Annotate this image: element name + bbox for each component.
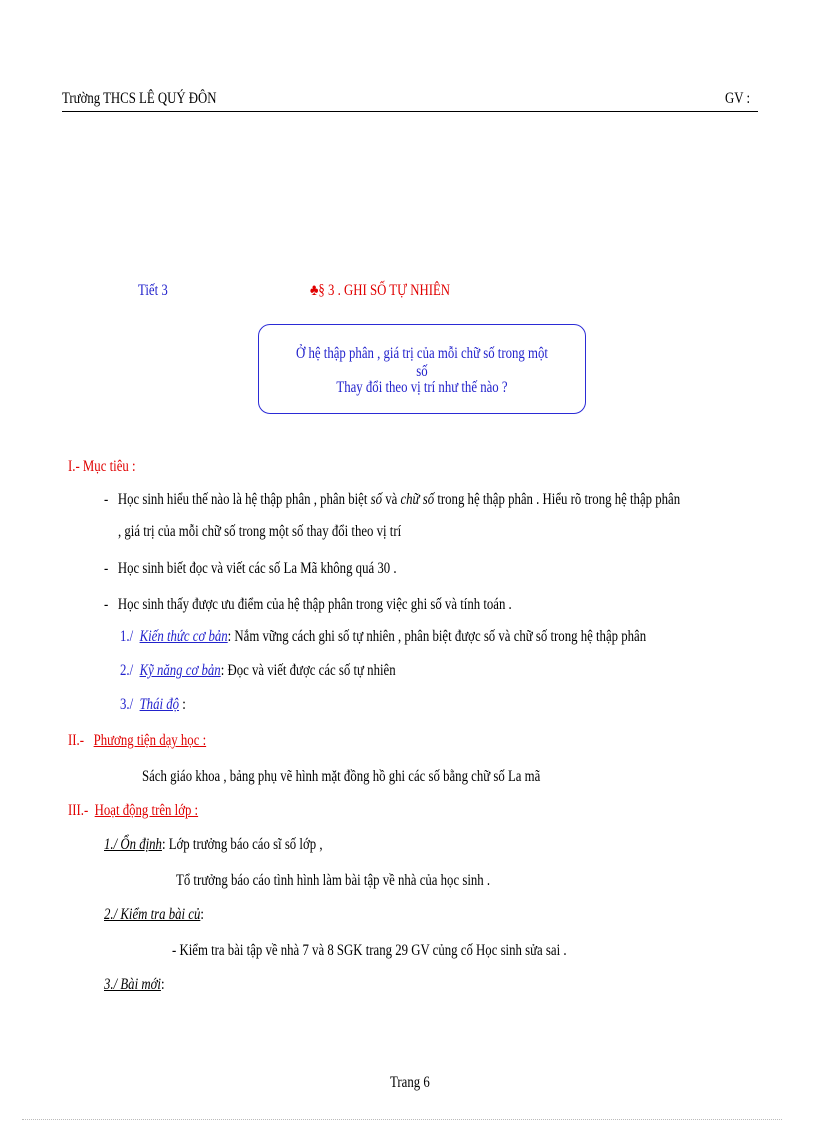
lesson-title-text: § 3 . GHI SỐ TỰ NHIÊN xyxy=(318,282,451,299)
bullet-dot: - xyxy=(104,560,109,577)
bullet-dot: - xyxy=(104,491,109,508)
step-3: 3./ Bài mới: xyxy=(104,976,165,993)
objective-attitude: 3./ Thái độ : xyxy=(120,696,186,713)
question-line-1: Ở hệ thập phân , giá trị của mỗi chữ số trong một số xyxy=(296,345,548,380)
lesson-title xyxy=(310,282,485,300)
bullet-2: - Học sinh biết đọc và viết các số La Mã không quá 30 . xyxy=(104,560,397,577)
bullet-dot: - xyxy=(104,596,109,613)
header-divider xyxy=(62,111,758,112)
question-line-2: Thay đổi theo vị trí như thế nào ? xyxy=(336,379,508,396)
step-2: 2./ Kiểm tra bài củ: xyxy=(104,906,204,923)
step-2-continued: - Kiểm tra bài tập về nhà 7 và 8 SGK trang 29 GV củng cố Học sinh sửa sai . xyxy=(172,942,567,959)
question-box xyxy=(258,324,586,414)
page-number: Trang 6 xyxy=(390,1074,430,1091)
school-name: Trường THCS LÊ QUÝ ĐÔN xyxy=(62,90,217,107)
step-1-continued: Tổ trưởng báo cáo tình hình làm bài tập về nhà của học sinh . xyxy=(176,872,491,889)
section-2-text: Sách giáo khoa , bảng phụ vẽ hình mặt đồng hồ ghi các số bằng chữ số La mã xyxy=(142,768,541,785)
bullet-1-continued: , giá trị của mỗi chữ số trong một số thay đổi theo vị trí xyxy=(118,523,402,540)
teacher-label: GV : xyxy=(725,90,751,107)
objective-knowledge: 1./ Kiến thức cơ bản: Nắm vững cách ghi số tự nhiên , phân biệt được số và chữ số trong hệ thập phân xyxy=(120,628,647,645)
section-3-heading: III.- Hoạt động trên lớp : xyxy=(68,802,199,819)
page-bottom-edge xyxy=(22,1119,782,1120)
bullet-1: - Học sinh hiểu thế nào là hệ thập phân , phân biệt số và chữ số trong hệ thập phân . Hiểu rõ trong hệ thập phân xyxy=(104,491,681,508)
bullet-3: - Học sinh thấy được ưu điểm của hệ thập phân trong việc ghi số và tính toán . xyxy=(104,596,512,613)
section-1-heading: I.- Mục tiêu : xyxy=(68,458,136,475)
lesson-period: Tiết 3 xyxy=(138,282,168,299)
section-2-heading: II.- Phương tiện dạy học : xyxy=(68,732,207,749)
step-1: 1./ Ổn định: Lớp trưởng báo cáo sĩ số lớp , xyxy=(104,836,323,853)
objective-skills: 2./ Kỹ năng cơ bản: Đọc và viết được các số tự nhiên xyxy=(120,662,396,679)
club-icon: ♣ xyxy=(310,282,319,299)
